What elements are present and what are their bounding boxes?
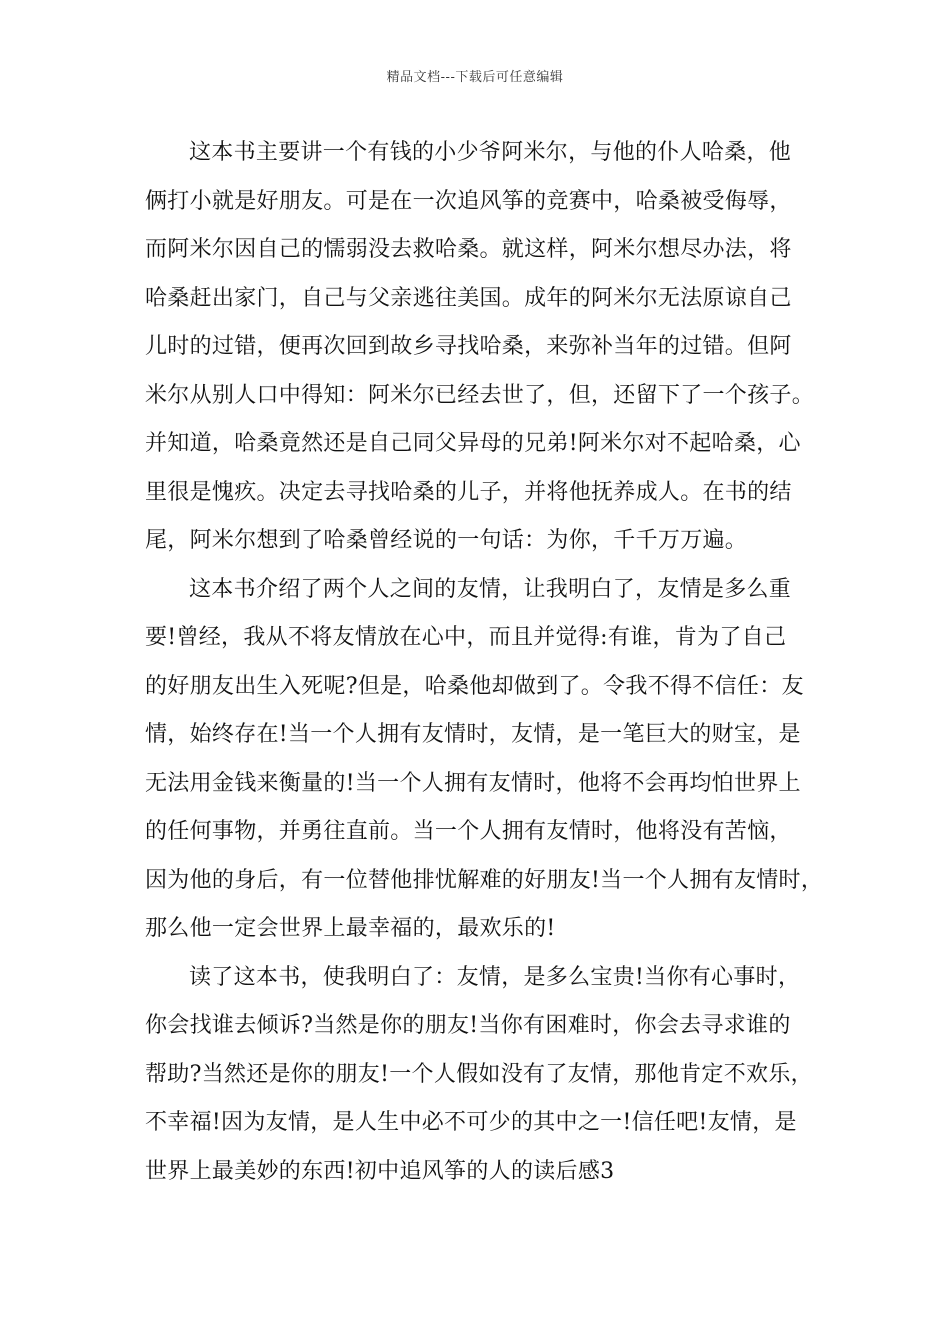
text-line: 并知道，哈桑竟然还是自己同父异母的兄弟!阿米尔对不起哈桑，心 (145, 431, 801, 456)
text-line: 哈桑赶出家门，自己与父亲逃往美国。成年的阿米尔无法原谅自己 (145, 285, 792, 311)
text-line: 你会找谁去倾诉?当然是你的朋友!当你有困难时，你会去寻求谁的 (145, 1013, 791, 1038)
page-header: 精品文档---下载后可任意编辑 (386, 70, 564, 85)
paragraph-2 (145, 566, 830, 954)
text-line: 的任何事物，并勇往直前。当一个人拥有友情时，他将没有苦恼， (145, 819, 792, 844)
text-line: 世界上最美妙的东西!初中追风筝的人的读后感3 (145, 1158, 615, 1184)
text-line: 不幸福!因为友情，是人生中必不可少的其中之一!信任吧!友情，是 (145, 1110, 797, 1135)
text-line: 要!曾经，我从不将友情放在心中，而且并觉得:有谁，肯为了自己 (145, 625, 787, 650)
text-line: 那么他一定会世界上最幸福的，最欢乐的! (145, 916, 556, 941)
text-line: 因为他的身后，有一位替他排忧解难的好朋友!当一个人拥有友情时， (145, 867, 824, 893)
paragraph-3 (145, 954, 830, 1197)
text-line: 俩打小就是好朋友。可是在一次追风筝的竞赛中，哈桑被受侮辱， (145, 188, 792, 214)
text-line: 这本书介绍了两个人之间的友情，让我明白了，友情是多么重 (189, 576, 792, 602)
text-line: 而阿米尔因自己的懦弱没去救哈桑。就这样，阿米尔想尽办法，将 (145, 237, 792, 262)
text-line: 帮助?当然还是你的朋友!一个人假如没有了友情，那他肯定不欢乐， (145, 1061, 813, 1087)
text-line: 尾，阿米尔想到了哈桑曾经说的一句话：为你，千千万万遍。 (145, 528, 748, 553)
text-line: 米尔从别人口中得知：阿米尔已经去世了，但，还留下了一个孩子。 (145, 382, 815, 408)
text-line: 读了这本书，使我明白了：友情，是多么宝贵!当你有心事时， (189, 964, 801, 990)
text-line: 无法用金钱来衡量的!当一个人拥有友情时，他将不会再均怕世界上 (145, 770, 801, 796)
paragraph-1 (145, 129, 830, 566)
document-body (145, 129, 830, 1196)
text-line: 的好朋友出生入死呢?但是，哈桑他却做到了。令我不得不信任：友 (145, 673, 804, 699)
text-line: 儿时的过错，便再次回到故乡寻找哈桑，来弥补当年的过错。但阿 (145, 334, 792, 359)
text-line: 情，始终存在!当一个人拥有友情时，友情，是一笔巨大的财宝，是 (145, 722, 801, 747)
text-line: 里很是愧疚。决定去寻找哈桑的儿子，并将他抚养成人。在书的结 (145, 479, 792, 505)
text-line: 这本书主要讲一个有钱的小少爷阿米尔，与他的仆人哈桑，他 (189, 140, 792, 165)
